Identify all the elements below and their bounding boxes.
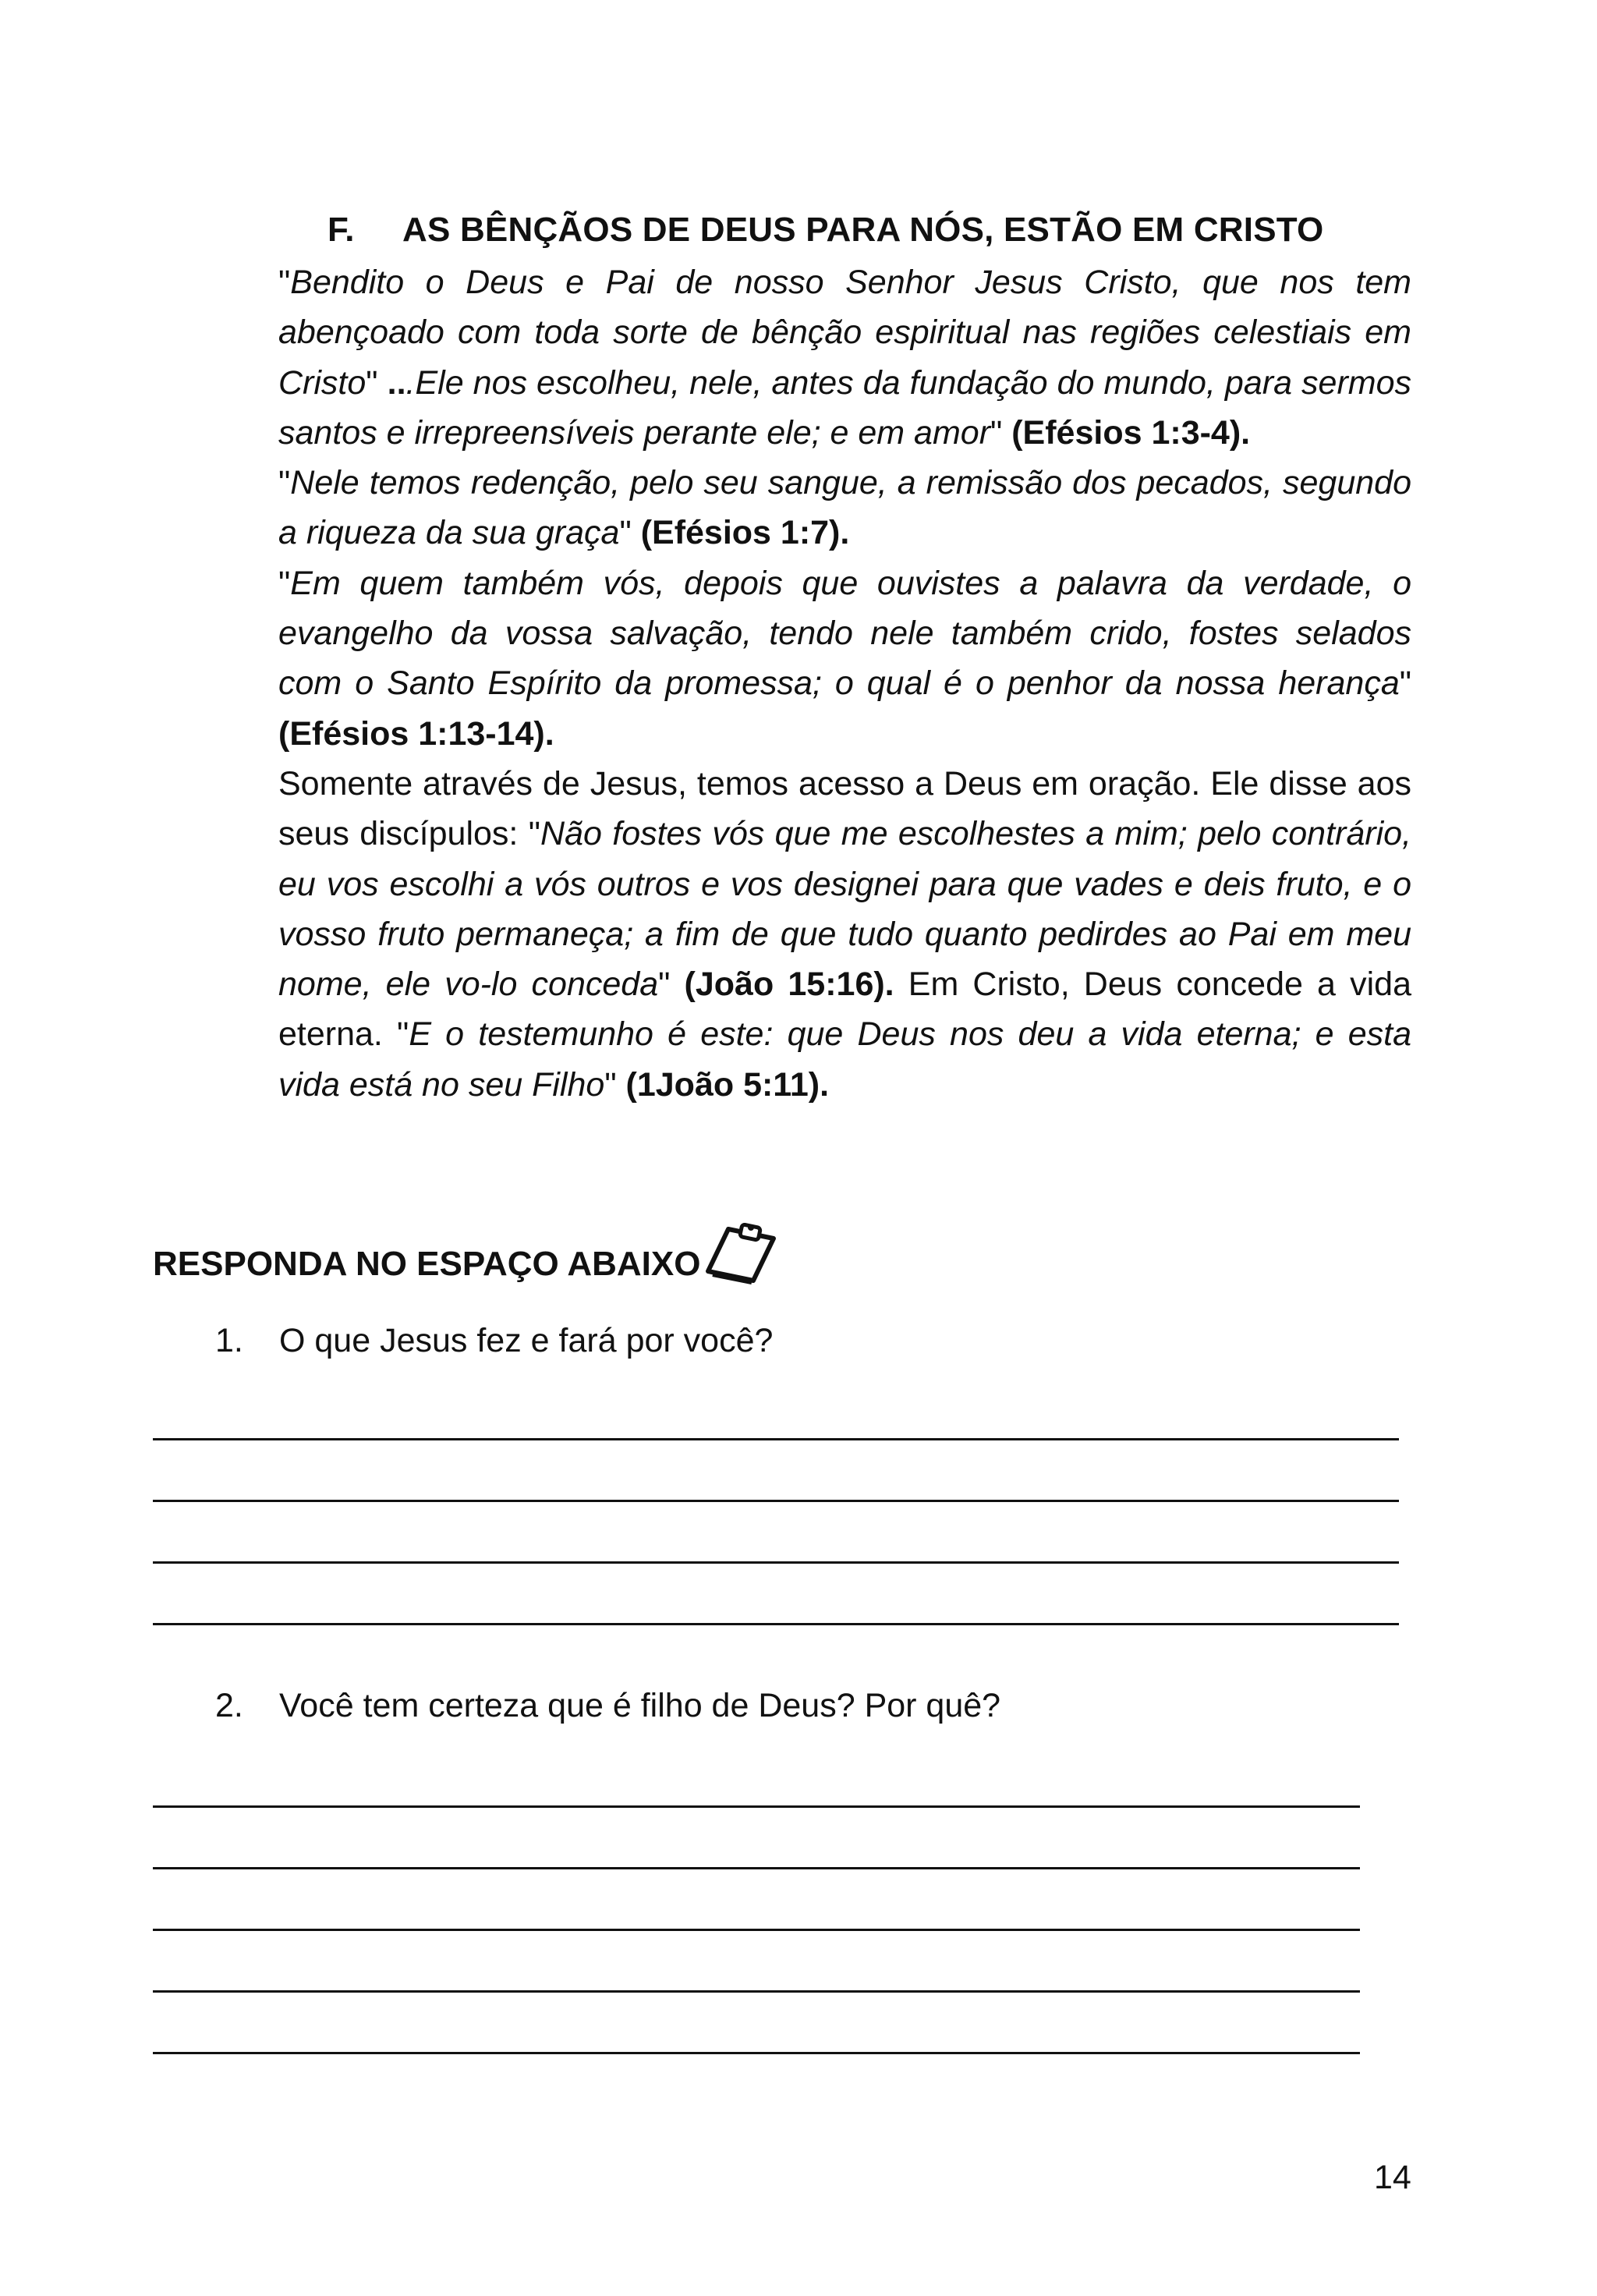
scripture-quote: E o testemunho é este: que Deus nos deu a vida eterna; e esta vida está no seu Filho (278, 1015, 1411, 1104)
answer-line[interactable] (153, 1623, 1399, 1625)
quote-mark: " (1399, 664, 1411, 703)
scripture-quote: Bendito o Deus e Pai de nosso Senhor Jesus Cristo, que nos tem abençoado com toda sorte de bênção espiritual nas regiões celestiais em Cristo (278, 264, 1411, 402)
respond-heading-text: RESPONDA NO ESPAÇO ABAIXO (153, 1245, 701, 1283)
quote-mark: " (366, 363, 388, 402)
answer-line[interactable] (153, 1929, 1360, 1931)
quote-mark: " (278, 564, 291, 602)
clipboard-icon (705, 1223, 777, 1285)
answer-line[interactable] (153, 1500, 1399, 1502)
body-sentence: Em Cristo, Deus concede a vida eterna. " (278, 966, 1412, 1054)
scripture-reference: (Efésios 1:13-14). (278, 714, 554, 753)
section-letter: F. (328, 211, 355, 249)
question-text: Você tem certeza que é filho de Deus? Por quê? (279, 1687, 1001, 1724)
scripture-quote: Em quem também vós, depois que ouvistes a palavra da verdade, o evangelho da vossa salvação, tendo nele também crido, fostes selados com o Santo Espírito da promessa; o qual é o penhor da nossa herança (278, 564, 1411, 703)
quote-mark: " (278, 464, 291, 502)
quote-mark: " (604, 1065, 626, 1104)
quote-mark: " (619, 514, 641, 552)
quote-mark: " (278, 264, 291, 301)
quote-mark: " (990, 413, 1012, 452)
page-number: 14 (1374, 2159, 1411, 2196)
answer-line[interactable] (153, 1438, 1399, 1440)
ellipsis: .. (387, 363, 406, 402)
scripture-reference: (João 15:16). (684, 966, 894, 1004)
answer-line[interactable] (153, 1805, 1360, 1808)
quote-mark: " (658, 966, 685, 1004)
scripture-quote: Não fostes vós que me escolhestes a mim; pelo contrário, eu vos escolhi a vós outros e vos designei para que vades e deis fruto, e o vosso fruto permaneça; a fim de que tudo quanto pedirdes ao Pai em meu nome, ele vo-lo conceda (278, 815, 1411, 1004)
body-text (278, 257, 1411, 1110)
answer-line[interactable] (153, 1561, 1399, 1564)
scripture-quote: .Ele nos escolheu, nele, antes da fundação do mundo, para sermos santos e irrepreensíveis perante ele; e em amor (278, 363, 1412, 452)
question-2 (215, 1687, 1000, 1725)
section-heading: AS BÊNÇÃOS DE DEUS PARA NÓS, ESTÃO EM CRISTO (402, 211, 1324, 249)
question-number: 1. (215, 1322, 243, 1359)
scripture-reference: (Efésios 1:3-4). (1011, 413, 1251, 452)
question-text: O que Jesus fez e fará por você? (279, 1322, 774, 1359)
answer-line[interactable] (153, 1990, 1360, 1993)
question-1 (215, 1322, 773, 1360)
answer-line[interactable] (153, 1867, 1360, 1869)
paragraph-efesios-1-3 (278, 257, 1411, 458)
scripture-quote: Nele temos redenção, pelo seu sangue, a remissão dos pecados, segundo a riqueza da sua graça (278, 464, 1411, 552)
scripture-reference: (Efésios 1:7). (640, 514, 850, 552)
scripture-reference: (1João 5:11). (625, 1065, 830, 1104)
paragraph-efesios-1-7 (278, 458, 1411, 558)
section-title (328, 211, 1323, 250)
question-number: 2. (215, 1687, 243, 1724)
paragraph-efesios-1-13 (278, 558, 1411, 759)
paragraph-joao (278, 759, 1411, 1110)
answer-line[interactable] (153, 2052, 1360, 2054)
respond-heading (153, 1223, 777, 1284)
body-sentence: Somente através de Jesus, temos acesso a Deus em oração. Ele disse aos seus discípulos: " (278, 764, 1411, 853)
